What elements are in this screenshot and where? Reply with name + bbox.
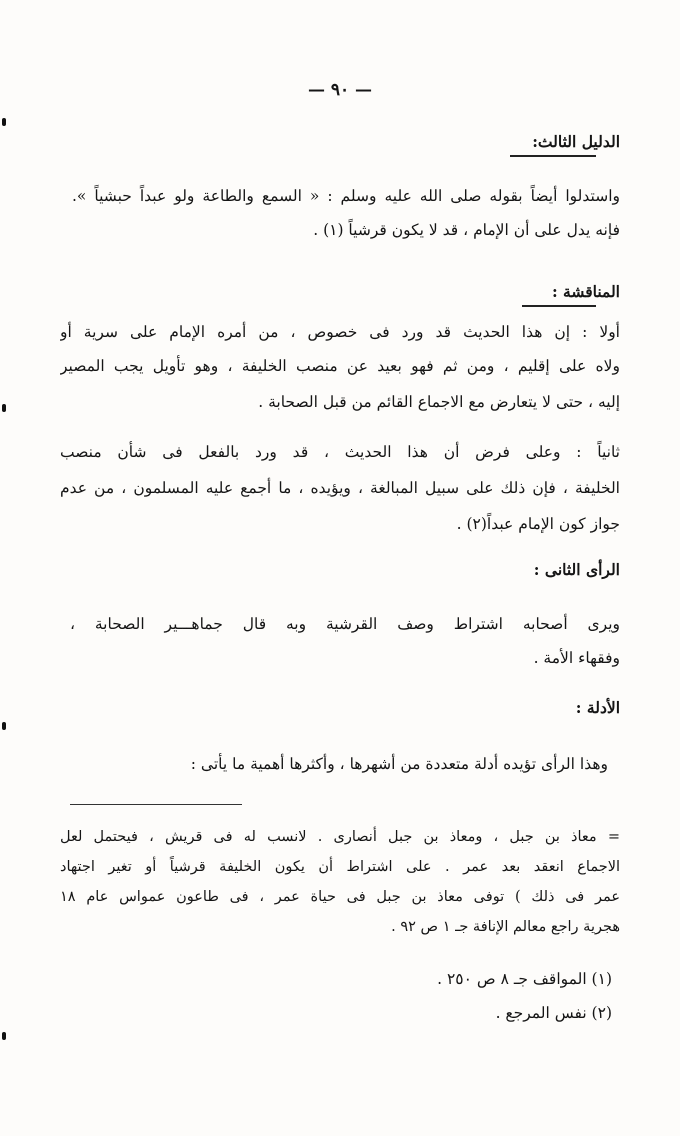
footnote-line: = معاذ بن جبل ، ومعاذ بن جبل أنصارى . لانسب له فى قريش ، فيحتمل لعل [60, 829, 620, 845]
footnote-1: (١) المواقف جـ ٨ ص ٢٥٠ . [437, 970, 612, 988]
text-line: ولاه على إقليم ، ومن ثم فهو بعيد عن منصب الخليفة ، وهو تأويل يجب المصير [60, 357, 620, 375]
scan-mark [2, 722, 6, 730]
scan-mark [2, 1032, 6, 1040]
scan-mark [2, 404, 6, 412]
footnote-2: (٢) نفس المرجع . [495, 1004, 612, 1022]
footnote-separator [70, 804, 242, 805]
text-line: أولا : إن هذا الحديث قد ورد فى خصوص ، من أمره الإمام على سرية أو [60, 323, 620, 341]
heading-discussion: المناقشة : [551, 282, 620, 301]
heading-underline [522, 305, 596, 307]
text-line: جواز كون الإمام عبداً(٢) . [456, 515, 620, 533]
footnote-line: الاجماع انعقد بعد عمر . على اشتراط أن يكون الخليفة قرشياً أو تغير اجتهاد [60, 859, 620, 875]
heading-third-evidence: الدليل الثالث: [532, 132, 620, 151]
scan-mark [2, 118, 6, 126]
text-line: فإنه يدل على أن الإمام ، قد لا يكون قرشياً (١) . [313, 221, 620, 239]
text-line: واستدلوا أيضاً بقوله صلى الله عليه وسلم : « السمع والطاعة ولو عبداً حبشياً ». [72, 187, 620, 205]
heading-underline [510, 155, 596, 157]
page-number: — ٩٠ — [307, 80, 373, 100]
text-line: إليه ، حتى لا يتعارض مع الاجماع القائم من قبل الصحابة . [258, 393, 620, 411]
text-line: ثانياً : وعلى فرض أن هذا الحديث ، قد ورد بالفعل فى شأن منصب [60, 443, 620, 461]
heading-second-opinion: الرأى الثانى : [533, 560, 620, 579]
text-line: الخليفة ، فإن ذلك على سبيل المبالغة ، ويؤيده ، ما أجمع عليه المسلمون ، من عدم [60, 479, 620, 497]
text-line: وهذا الرأى تؤيده أدلة متعددة من أشهرها ، وأكثرها أهمية ما يأتى : [190, 755, 608, 773]
text-line: ويرى أصحابه اشتراط وصف القرشية وبه قال جماهـــير الصحابة ، [70, 615, 620, 633]
footnote-line: هجرية راجع معالم الإنافة جـ ١ ص ٩٢ . [391, 919, 620, 935]
heading-evidences: الأدلة : [575, 698, 620, 717]
text-line: وفقهاء الأمة . [533, 649, 620, 667]
footnote-line: عمر فى ذلك ) توفى معاذ بن جبل فى حياة عمر ، فى طاعون عمواس عام ١٨ [60, 889, 620, 905]
